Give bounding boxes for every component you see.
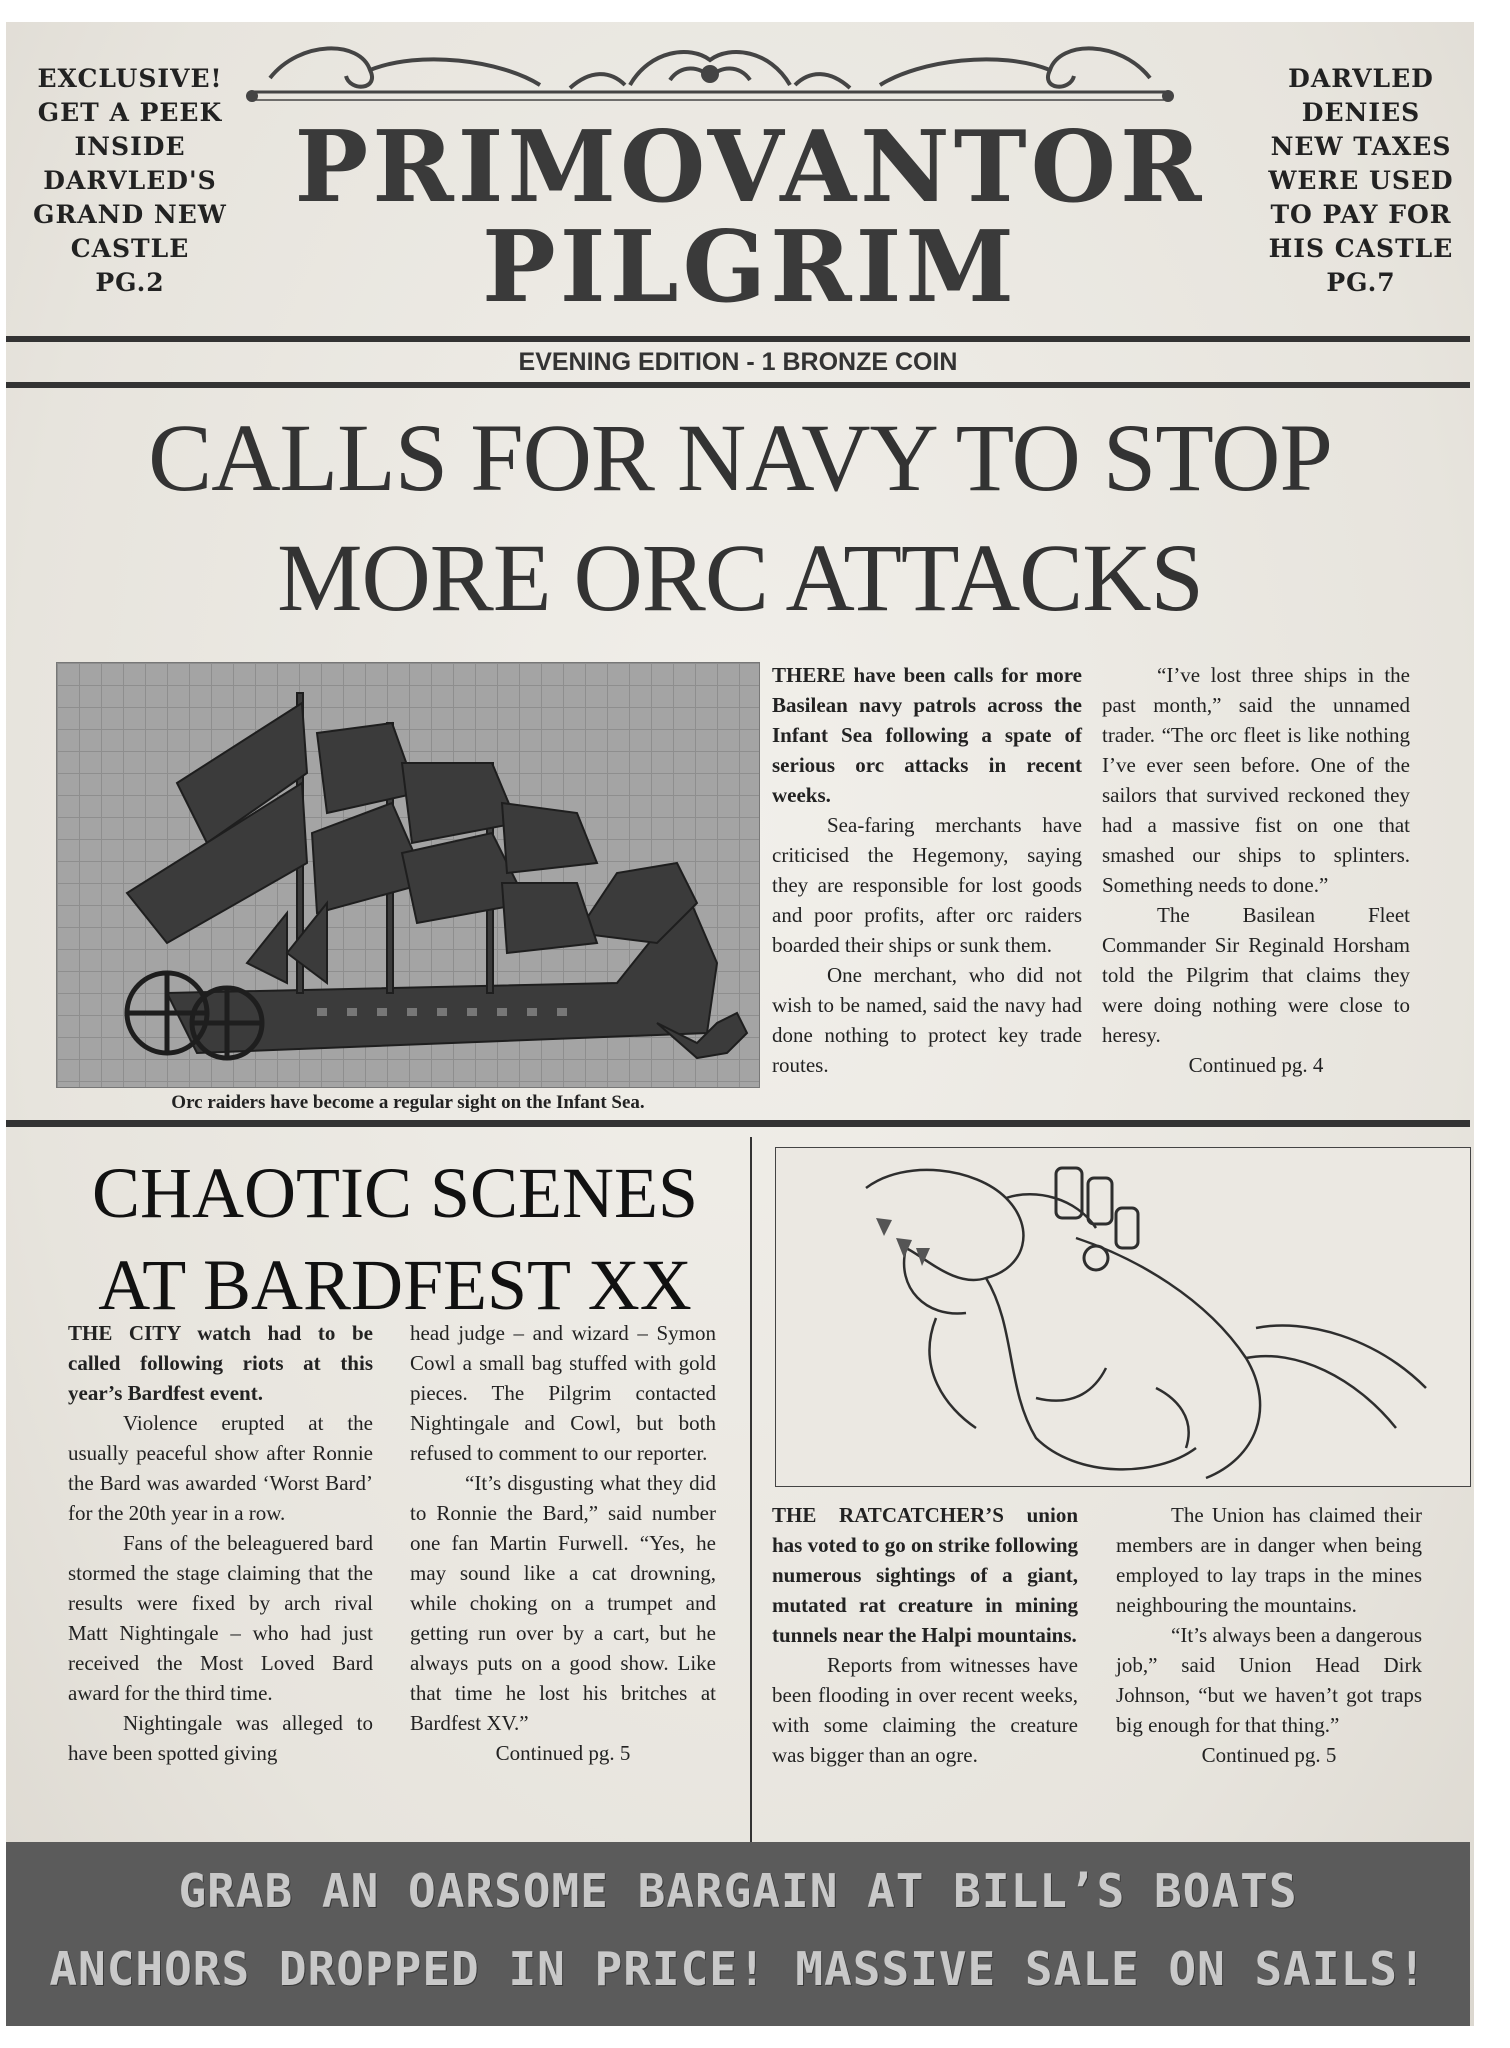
bardfest-paragraph: head judge – and wizard – Symon Cowl a small bag stuffed with gold pieces. The Pilgrim contacted Nightingale and Cowl, but both refused to comment to our reporter. xyxy=(410,1321,716,1465)
lead-story-column-1 xyxy=(772,660,1082,1080)
ear-left-line: EXCLUSIVE! xyxy=(37,64,223,93)
masthead-title-line1: PRIMOVANTOR xyxy=(294,110,1206,225)
mutant-rat-illustration xyxy=(775,1147,1471,1487)
advert-line-1: GRAB AN OARSOME BARGAIN AT BILL’S BOATS xyxy=(178,1864,1298,1918)
rat-story-continued: Continued pg. 5 xyxy=(1201,1743,1337,1767)
masthead-rule-bottom xyxy=(6,382,1470,388)
bardfest-paragraph: “It’s disgusting what they did to Ronnie the Bard,” said number one fan Martin Furwell. “Yes, he may sound like a cat drowning, while choking on a trumpet and getting run over by a cart, but he always puts on a good show. Like that time he lost his britches at Bardfest XV.” xyxy=(410,1471,716,1735)
lead-story-paragraph: “I’ve lost three ships in the past month,” said the unnamed trader. “The orc fleet is like nothing I’ve ever seen before. One of the sailors that survived reckoned they had a massive fist on one that smashed our ships to splinters. Something needs to done.” xyxy=(1102,663,1410,897)
rat-story-paragraph: “It’s always been a dangerous job,” said Union Head Dirk Johnson, “but we haven’t got traps big enough for that thing.” xyxy=(1116,1623,1422,1737)
lead-story-paragraph: Sea-faring merchants have criticised the Hegemony, saying they are responsible for lost goods and poor profits, after orc raiders boarded their ships or sunk them. xyxy=(772,813,1082,957)
lead-story-continued: Continued pg. 4 xyxy=(1188,1053,1324,1077)
ear-right-line: HIS CASTLE xyxy=(1268,234,1454,263)
ear-right-teaser xyxy=(1256,62,1466,300)
ear-left-line: CASTLE xyxy=(70,234,190,263)
rat-story-column-1 xyxy=(772,1500,1078,1770)
lead-story-paragraph: The Basilean Fleet Commander Sir Reginald Horsham told the Pilgrim that claims they were doing nothing were close to heresy. xyxy=(1102,903,1410,1047)
ear-left-line: GET A PEEK xyxy=(37,98,223,127)
rat-story-paragraph: Reports from witnesses have been flooding in over recent weeks, with some claiming the creature was bigger than an ogre. xyxy=(772,1653,1078,1767)
rat-story-lede: THE RATCATCHER’S union has voted to go on strike following numerous sightings of a giant, mutated rat creature in mining tunnels near the Halpi mountains. xyxy=(772,1503,1078,1647)
section-rule xyxy=(6,1120,1470,1127)
ear-right-line: DENIES xyxy=(1301,98,1421,127)
edition-line: EVENING EDITION - 1 BRONZE COIN xyxy=(518,348,958,376)
ear-left-line: INSIDE xyxy=(74,132,186,161)
column-divider xyxy=(750,1137,752,1845)
lead-story-lede: THERE have been calls for more Basilean navy patrols across the Infant Sea following a spate of serious orc attacks in recent weeks. xyxy=(772,663,1082,807)
rat-story-paragraph: The Union has claimed their members are in danger when being employed to lay traps in the mines neighbouring the mountains. xyxy=(1116,1503,1422,1617)
lead-headline xyxy=(60,398,1420,638)
advert-line-2: ANCHORS DROPPED IN PRICE! MASSIVE SALE ON SAILS! xyxy=(49,1942,1427,1996)
masthead-ornament xyxy=(240,30,1180,120)
mutant-rat-drawing xyxy=(776,1148,1470,1486)
bardfest-headline-line1: CHAOTIC SCENES xyxy=(91,1153,699,1233)
bardfest-continued: Continued pg. 5 xyxy=(495,1741,631,1765)
masthead-rule-top xyxy=(6,336,1470,342)
lead-story-paragraph: One merchant, who did not wish to be named, said the navy had done nothing to protect key trade routes. xyxy=(772,963,1082,1077)
bardfest-column-1 xyxy=(68,1318,373,1768)
masthead-title xyxy=(245,110,1255,325)
orc-ship-illustration xyxy=(56,662,760,1088)
bardfest-paragraph: Nightingale was alleged to have been spotted giving xyxy=(68,1711,373,1765)
ship-caption: Orc raiders have become a regular sight on the Infant Sea. xyxy=(171,1092,645,1113)
advert-banner xyxy=(6,1842,1470,2026)
bardfest-headline xyxy=(50,1147,740,1331)
lead-headline-line2: MORE ORC ATTACKS xyxy=(277,524,1203,631)
ear-right-line: WERE USED xyxy=(1268,166,1454,195)
ear-left-line: GRAND NEW xyxy=(33,200,227,229)
orc-ship-drawing xyxy=(57,663,759,1087)
bardfest-paragraph: Fans of the beleaguered bard stormed the stage claiming that the results were fixed by arch rival Matt Nightingale – who had just received the Most Loved Bard award for the third time. xyxy=(68,1531,373,1705)
bardfest-paragraph: Violence erupted at the usually peaceful show after Ronnie the Bard was awarded ‘Worst Bard’ for the 20th year in a row. xyxy=(68,1411,373,1525)
ear-right-line: NEW TAXES xyxy=(1270,132,1452,161)
rat-story-column-2 xyxy=(1116,1500,1422,1770)
ear-right-line: DARVLED xyxy=(1288,64,1434,93)
bardfest-headline-line2: AT BARDFEST XX xyxy=(98,1245,692,1325)
ear-left-line: PG.2 xyxy=(95,268,165,297)
bardfest-lede: THE CITY watch had to be called following riots at this year’s Bardfest event. xyxy=(68,1321,373,1405)
ear-right-line: PG.7 xyxy=(1326,268,1396,297)
ear-right-line: TO PAY FOR xyxy=(1270,200,1452,229)
ear-left-teaser xyxy=(25,62,235,300)
lead-headline-line1: CALLS FOR NAVY TO STOP xyxy=(148,404,1332,511)
ear-left-line: DARVLED'S xyxy=(43,166,217,195)
bardfest-column-2 xyxy=(410,1318,716,1768)
masthead-title-line2: PILGRIM xyxy=(482,210,1018,325)
lead-story-column-2 xyxy=(1102,660,1410,1080)
